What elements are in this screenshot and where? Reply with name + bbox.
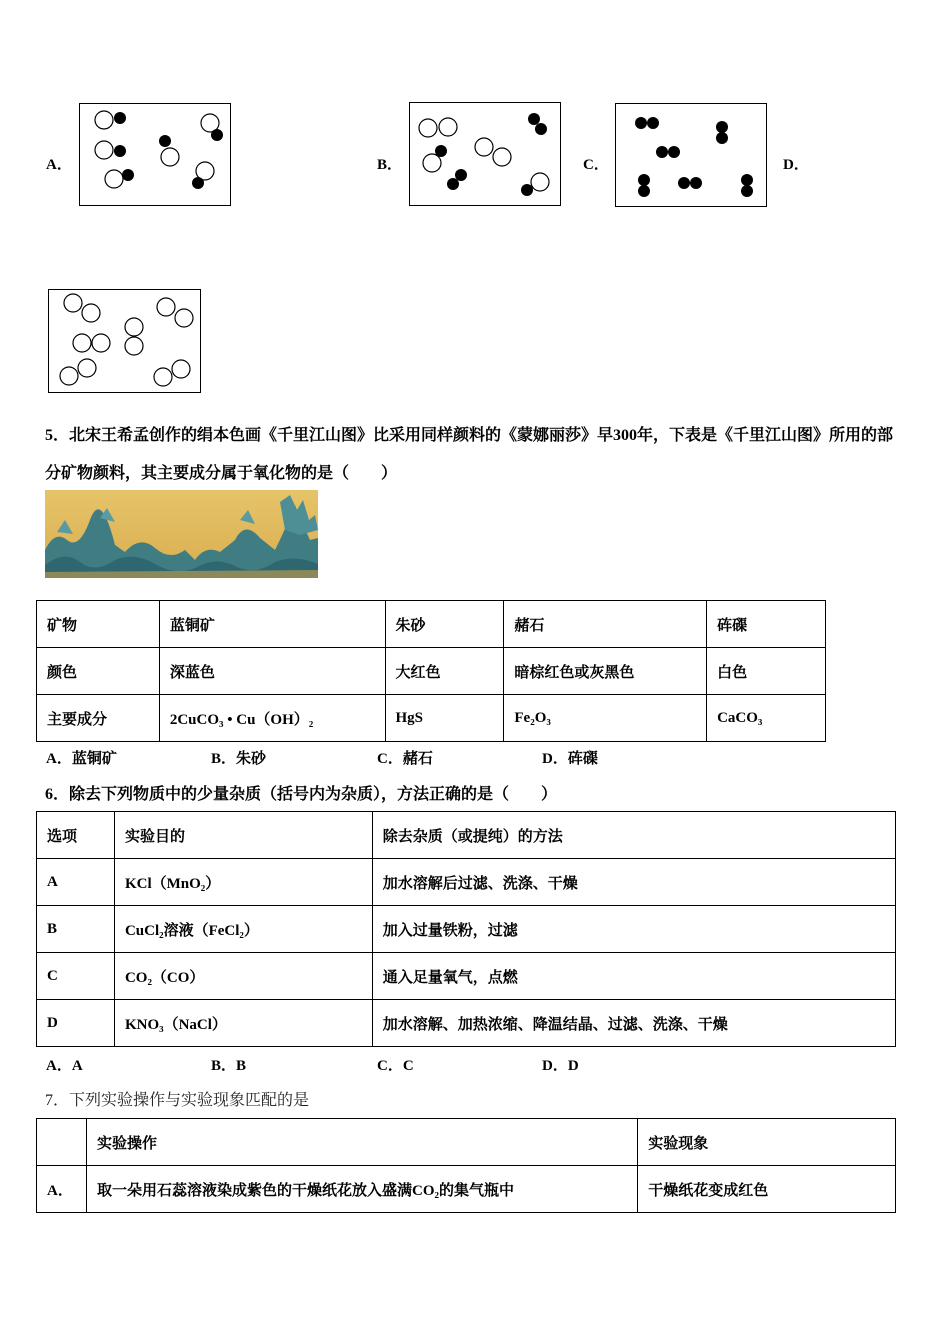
- table-cell: 暗棕红色或灰黑色: [504, 648, 707, 695]
- table-row: [37, 1166, 896, 1213]
- q7-stem: 7．下列实验操作与实验现象匹配的是: [45, 1092, 310, 1109]
- table-header-cell: 实验操作: [86, 1119, 637, 1166]
- table-cell: 颜色: [37, 648, 160, 695]
- table-cell: 砗磲: [707, 601, 826, 648]
- option-c-diagram: [615, 103, 767, 207]
- q5-choice-b[interactable]: B．朱砂: [211, 751, 267, 767]
- table-cell: 取一朵用石蕊溶液染成紫色的干燥纸花放入盛满CO₂的集气瓶中: [86, 1166, 637, 1213]
- table-cell: 白色: [707, 648, 826, 695]
- q5-choice-a[interactable]: A．蓝铜矿: [46, 751, 117, 767]
- table-row: [37, 1119, 896, 1166]
- table-cell: C: [37, 953, 115, 1000]
- table-row: [37, 695, 826, 742]
- option-d-label: D．: [783, 157, 809, 173]
- table-cell: 赭石: [504, 601, 707, 648]
- table-cell: 大红色: [385, 648, 504, 695]
- option-b-label: B．: [377, 157, 403, 173]
- table-cell: 朱砂: [385, 601, 504, 648]
- table-row: [37, 648, 826, 695]
- table-cell: 矿物: [37, 601, 160, 648]
- table-cell: CO₂（CO）: [114, 953, 372, 1000]
- table-cell: HgS: [385, 695, 504, 742]
- table-row: [37, 812, 896, 859]
- table-cell: B: [37, 906, 115, 953]
- q5-stem-line1: 5．北宋王希孟创作的绢本色画《千里江山图》比采用同样颜料的《蒙娜丽莎》早300年，下表是《千里江山图》所用的部: [45, 427, 894, 444]
- q6-choice-a[interactable]: A．A: [46, 1058, 83, 1074]
- option-c-label: C．: [583, 157, 609, 173]
- q5-choice-d[interactable]: D．砗磲: [542, 751, 598, 767]
- option-b-diagram: [409, 102, 561, 206]
- landscape-painting-image: [45, 490, 318, 578]
- q5-choices: [0, 747, 950, 767]
- table-row: [37, 601, 826, 648]
- table-cell: CuCl₂溶液（FeCl₂）: [114, 906, 372, 953]
- table-cell: 主要成分: [37, 695, 160, 742]
- table-cell: 加水溶解后过滤、洗涤、干燥: [372, 859, 895, 906]
- q6-stem: 6．除去下列物质中的少量杂质（括号内为杂质），方法正确的是（ ）: [45, 786, 558, 803]
- q6-choices: [0, 1054, 950, 1074]
- table-cell: CaCO₃: [707, 695, 826, 742]
- table-cell: 蓝铜矿: [159, 601, 385, 648]
- table-cell: 加水溶解、加热浓缩、降温结晶、过滤、洗涤、干燥: [372, 1000, 895, 1047]
- q5-choice-c[interactable]: C．赭石: [377, 751, 433, 767]
- table-header-cell: 选项: [37, 812, 115, 859]
- table-cell: 通入足量氧气，点燃: [372, 953, 895, 1000]
- option-d-diagram: [48, 289, 201, 393]
- q5-stem-line2: 分矿物颜料，其主要成分属于氧化物的是（ ）: [45, 465, 398, 482]
- table-cell: KCl（MnO₂）: [114, 859, 372, 906]
- table-cell: A: [37, 859, 115, 906]
- table-cell: 加入过量铁粉，过滤: [372, 906, 895, 953]
- table-cell: A．: [37, 1166, 87, 1213]
- table-header-cell: 实验目的: [114, 812, 372, 859]
- table-cell: D: [37, 1000, 115, 1047]
- table-row: [37, 906, 896, 953]
- table-cell: 深蓝色: [159, 648, 385, 695]
- table-header-cell: 除去杂质（或提纯）的方法: [372, 812, 895, 859]
- table-row: [37, 859, 896, 906]
- table-row: [37, 1000, 896, 1047]
- table-header-cell: 实验现象: [638, 1119, 896, 1166]
- option-a-label: A．: [46, 157, 72, 173]
- table-header-cell: [37, 1119, 87, 1166]
- table-cell: Fe₂O₃: [504, 695, 707, 742]
- option-a-diagram: [79, 103, 231, 206]
- q5-mineral-table: [36, 600, 826, 742]
- table-cell: 干燥纸花变成红色: [638, 1166, 896, 1213]
- q6-purification-table: [36, 811, 896, 1047]
- q7-experiment-table: [36, 1118, 896, 1213]
- table-cell: 2CuCO₃ • Cu（OH）₂: [159, 695, 385, 742]
- q6-choice-d[interactable]: D．D: [542, 1058, 579, 1074]
- table-row: [37, 953, 896, 1000]
- table-cell: KNO₃（NaCl）: [114, 1000, 372, 1047]
- q6-choice-c[interactable]: C．C: [377, 1058, 414, 1074]
- q6-choice-b[interactable]: B．B: [211, 1058, 247, 1074]
